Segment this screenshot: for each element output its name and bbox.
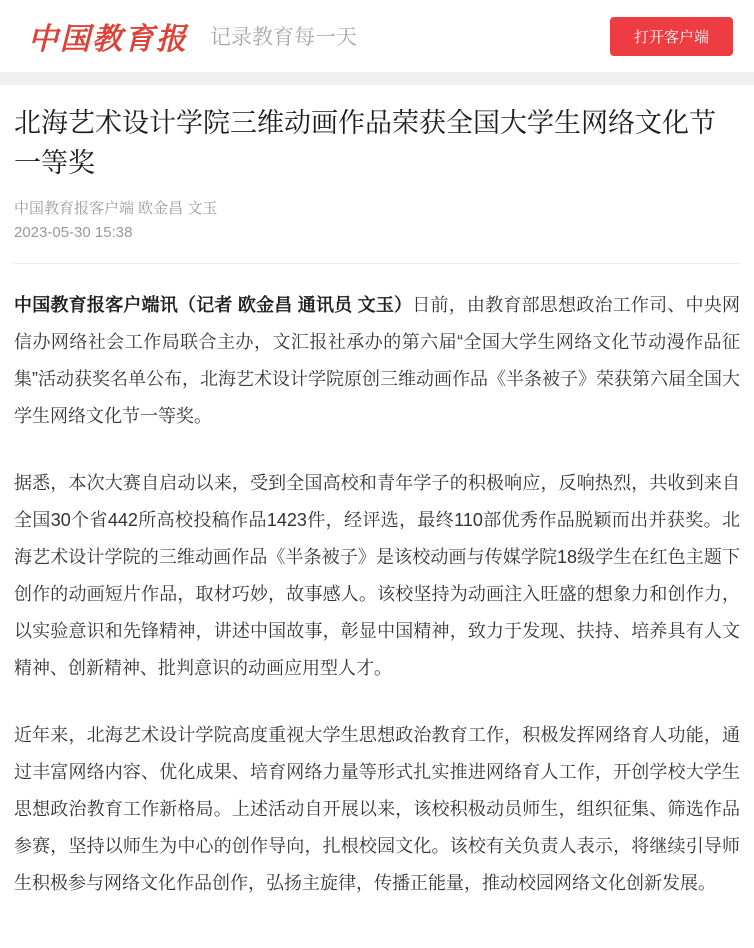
app-header — [0, 0, 754, 72]
header-divider-strip — [0, 72, 754, 85]
paragraph-3-text: 近年来，北海艺术设计学院高度重视大学生思想政治教育工作，积极发挥网络育人功能，通过丰富网络内容、优化成果、培育网络力量等形式扎实推进网络育人工作，开创学校大学生思想政治教育工作新格局。上述活动自开展以来，该校积极动员师生，组织征集、筛选作品参赛，坚持以师生为中心的创作导向，扎根校园文化。该校有关负责人表示，将继续引导师生积极参与网络文化作品创作，弘扬主旋律，传播正能量，推动校园网络文化创新发展。 — [14, 725, 740, 893]
article-paragraph-1 — [14, 287, 740, 435]
paragraph-1-lead: 中国教育报客户端讯（记者 欧金昌 通讯员 文玉） — [14, 295, 413, 315]
article-title: 北海艺术设计学院三维动画作品荣获全国大学生网络文化节一等奖 — [14, 108, 716, 178]
paragraph-1-text: 日前，由教育部思想政治工作司、中央网信办网络社会工作局联合主办，文汇报社承办的第六届“全国大学生网络文化节动漫作品征集”活动获奖名单公布，北海艺术设计学院原创三维动画作品《半条被子》荣获第六届全国大学生网络文化节一等奖。 — [14, 295, 740, 426]
brand-logo[interactable]: 中国教育报 — [28, 23, 188, 56]
header-tagline: 记录教育每一天 — [210, 26, 357, 49]
meta-divider — [14, 263, 740, 264]
publish-time: 2023-05-30 15:38 — [14, 224, 133, 241]
paragraph-2-text: 据悉，本次大赛自启动以来，受到全国高校和青年学子的积极响应，反响热烈，共收到来自全国30个省442所高校投稿作品1423件，经评选，最终110部优秀作品脱颖而出并获奖。北海艺术设计学院的三维动画作品《半条被子》是该校动画与传媒学院18级学生在红色主题下创作的动画短片作品，取材巧妙，故事感人。该校坚持为动画注入旺盛的想象力和创作力，以实验意识和先锋精神，讲述中国故事，彰显中国精神，致力于发现、扶持、培养具有人文精神、创新精神、批判意识的动画应用型人才。 — [14, 473, 740, 678]
article-byline: 中国教育报客户端 欧金昌 文玉 — [14, 200, 218, 217]
article-content — [0, 85, 754, 948]
article-paragraph-3 — [14, 717, 740, 902]
open-app-button[interactable]: 打开客户端 — [610, 17, 733, 56]
article-paragraph-2 — [14, 465, 740, 687]
